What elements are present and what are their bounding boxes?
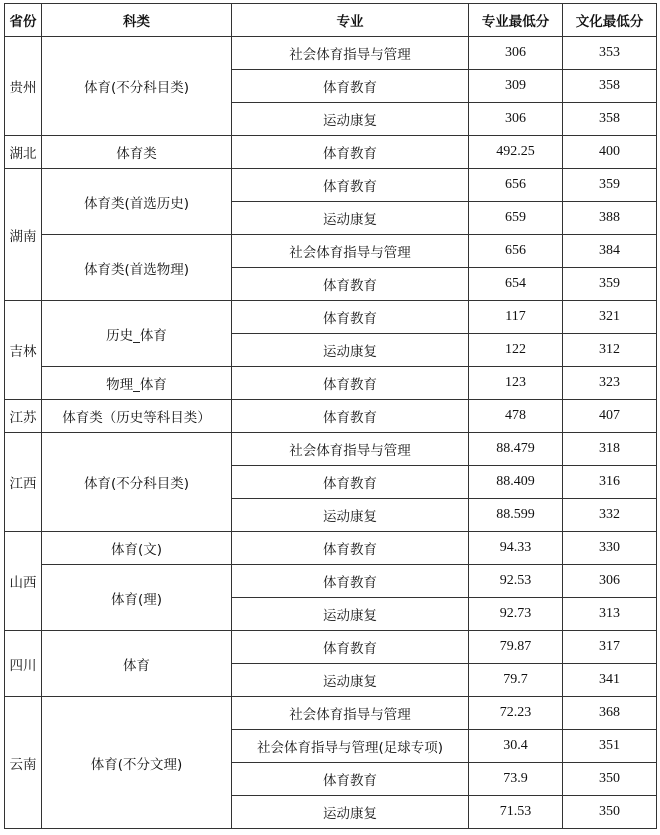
culture-score-cell: 400 (563, 136, 657, 169)
culture-score-cell: 384 (563, 235, 657, 268)
culture-score-cell: 359 (563, 268, 657, 301)
culture-score-cell: 306 (563, 565, 657, 598)
pro-score-cell: 492.25 (469, 136, 563, 169)
pro-score-cell: 79.7 (469, 664, 563, 697)
category-cell: 历史_体育 (42, 301, 232, 367)
province-cell: 四川 (5, 631, 42, 697)
culture-score-cell: 323 (563, 367, 657, 400)
pro-score-cell: 659 (469, 202, 563, 235)
major-cell: 体育教育 (232, 532, 469, 565)
major-cell: 运动康复 (232, 103, 469, 136)
category-cell: 体育(不分科目类) (42, 37, 232, 136)
pro-score-cell: 88.479 (469, 433, 563, 466)
province-cell: 贵州 (5, 37, 42, 136)
province-cell: 江苏 (5, 400, 42, 433)
category-cell: 体育 (42, 631, 232, 697)
category-cell: 体育类 (42, 136, 232, 169)
culture-score-cell: 358 (563, 103, 657, 136)
culture-score-cell: 358 (563, 70, 657, 103)
pro-score-cell: 309 (469, 70, 563, 103)
major-cell: 运动康复 (232, 334, 469, 367)
major-cell: 社会体育指导与管理 (232, 235, 469, 268)
province-cell: 山西 (5, 532, 42, 631)
header-major: 专业 (232, 4, 469, 37)
major-cell: 体育教育 (232, 565, 469, 598)
major-cell: 社会体育指导与管理 (232, 697, 469, 730)
major-cell: 体育教育 (232, 301, 469, 334)
category-cell: 体育(不分文理) (42, 697, 232, 829)
table-row (5, 301, 657, 334)
culture-score-cell: 317 (563, 631, 657, 664)
category-cell: 体育(理) (42, 565, 232, 631)
culture-score-cell: 318 (563, 433, 657, 466)
category-cell: 体育类（历史等科目类） (42, 400, 232, 433)
category-cell: 体育类(首选历史) (42, 169, 232, 235)
pro-score-cell: 88.409 (469, 466, 563, 499)
table-row (5, 631, 657, 664)
major-cell: 体育教育 (232, 268, 469, 301)
pro-score-cell: 72.23 (469, 697, 563, 730)
pro-score-cell: 656 (469, 235, 563, 268)
pro-score-cell: 654 (469, 268, 563, 301)
major-cell: 社会体育指导与管理(足球专项) (232, 730, 469, 763)
culture-score-cell: 351 (563, 730, 657, 763)
major-cell: 体育教育 (232, 763, 469, 796)
pro-score-cell: 117 (469, 301, 563, 334)
pro-score-cell: 94.33 (469, 532, 563, 565)
pro-score-cell: 73.9 (469, 763, 563, 796)
category-cell: 物理_体育 (42, 367, 232, 400)
pro-score-cell: 88.599 (469, 499, 563, 532)
pro-score-cell: 30.4 (469, 730, 563, 763)
table-row (5, 532, 657, 565)
province-cell: 湖北 (5, 136, 42, 169)
category-cell: 体育(不分科目类) (42, 433, 232, 532)
major-cell: 体育教育 (232, 136, 469, 169)
pro-score-cell: 656 (469, 169, 563, 202)
culture-score-cell: 353 (563, 37, 657, 70)
major-cell: 体育教育 (232, 169, 469, 202)
culture-score-cell: 350 (563, 796, 657, 829)
culture-score-cell: 332 (563, 499, 657, 532)
pro-score-cell: 79.87 (469, 631, 563, 664)
table-body (5, 37, 657, 829)
major-cell: 社会体育指导与管理 (232, 433, 469, 466)
table-row (5, 433, 657, 466)
province-cell: 江西 (5, 433, 42, 532)
header-pro-min: 专业最低分 (469, 4, 563, 37)
table-row (5, 565, 657, 598)
pro-score-cell: 92.53 (469, 565, 563, 598)
culture-score-cell: 341 (563, 664, 657, 697)
header-row (5, 4, 657, 37)
province-cell: 湖南 (5, 169, 42, 301)
pro-score-cell: 123 (469, 367, 563, 400)
pro-score-cell: 306 (469, 103, 563, 136)
culture-score-cell: 359 (563, 169, 657, 202)
pro-score-cell: 306 (469, 37, 563, 70)
culture-score-cell: 350 (563, 763, 657, 796)
category-cell: 体育(文) (42, 532, 232, 565)
pro-score-cell: 122 (469, 334, 563, 367)
header-province: 省份 (5, 4, 42, 37)
province-cell: 云南 (5, 697, 42, 829)
culture-score-cell: 330 (563, 532, 657, 565)
culture-score-cell: 312 (563, 334, 657, 367)
culture-score-cell: 388 (563, 202, 657, 235)
culture-score-cell: 321 (563, 301, 657, 334)
culture-score-cell: 368 (563, 697, 657, 730)
major-cell: 运动康复 (232, 796, 469, 829)
major-cell: 体育教育 (232, 367, 469, 400)
major-cell: 运动康复 (232, 598, 469, 631)
table-row (5, 367, 657, 400)
culture-score-cell: 313 (563, 598, 657, 631)
table-row (5, 37, 657, 70)
header-category: 科类 (42, 4, 232, 37)
major-cell: 体育教育 (232, 466, 469, 499)
major-cell: 运动康复 (232, 499, 469, 532)
major-cell: 社会体育指导与管理 (232, 37, 469, 70)
table-row (5, 235, 657, 268)
major-cell: 运动康复 (232, 202, 469, 235)
culture-score-cell: 316 (563, 466, 657, 499)
pro-score-cell: 92.73 (469, 598, 563, 631)
pro-score-cell: 71.53 (469, 796, 563, 829)
table-header (5, 4, 657, 37)
table-row (5, 697, 657, 730)
major-cell: 运动康复 (232, 664, 469, 697)
major-cell: 体育教育 (232, 400, 469, 433)
score-table (4, 3, 657, 829)
pro-score-cell: 478 (469, 400, 563, 433)
header-culture-min: 文化最低分 (563, 4, 657, 37)
table-row (5, 400, 657, 433)
category-cell: 体育类(首选物理) (42, 235, 232, 301)
culture-score-cell: 407 (563, 400, 657, 433)
major-cell: 体育教育 (232, 70, 469, 103)
table-row (5, 169, 657, 202)
major-cell: 体育教育 (232, 631, 469, 664)
province-cell: 吉林 (5, 301, 42, 400)
table-row (5, 136, 657, 169)
